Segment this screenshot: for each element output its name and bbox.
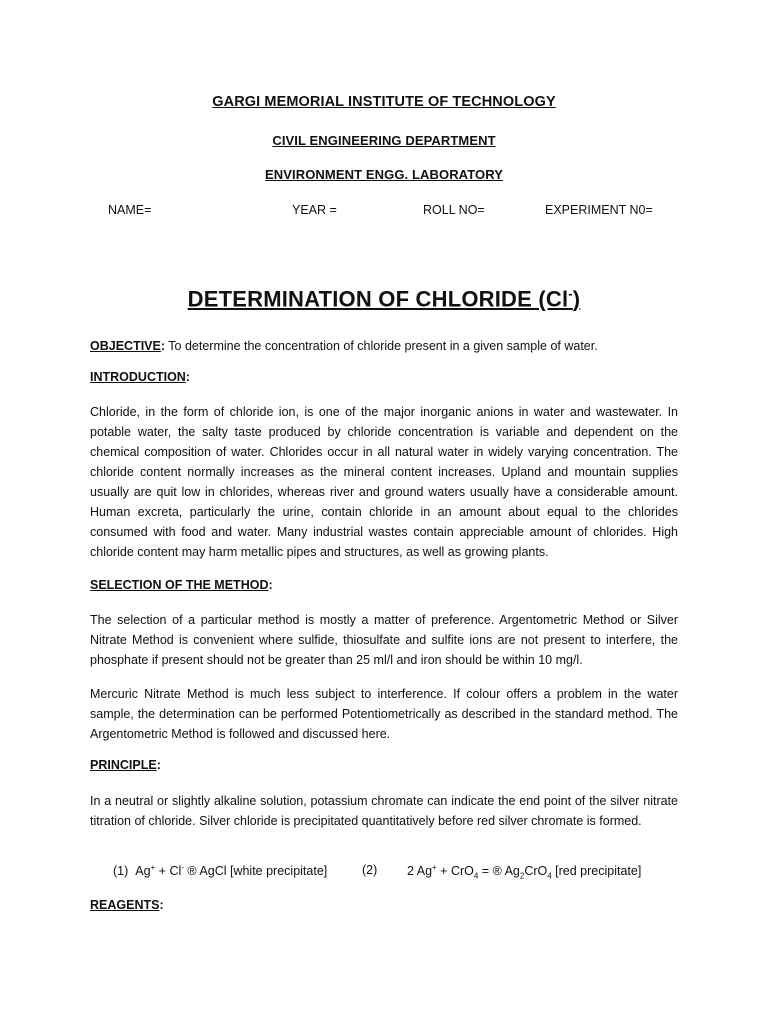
- equation-2-sup-a: +: [432, 863, 437, 872]
- document-title: [0, 286, 768, 312]
- selection-heading: [90, 578, 273, 592]
- equation-2-part-e: [red precipitate]: [551, 864, 642, 879]
- equation-2: [407, 863, 641, 881]
- reagents-label: REAGENTS: [90, 898, 160, 912]
- introduction-colon: :: [185, 370, 190, 384]
- equation-1-sup-b: -: [181, 863, 184, 872]
- title-close: ): [572, 286, 581, 312]
- title-superscript: -: [568, 286, 573, 301]
- equation-2-part-a: 2 Ag: [407, 864, 433, 879]
- principle-heading: [90, 758, 161, 772]
- equation-2-part-b: + CrO: [436, 864, 474, 879]
- equation-2-sub-d: 4: [547, 871, 552, 881]
- equation-1-part-a: Ag: [135, 864, 151, 879]
- equation-1: [113, 863, 327, 878]
- objective-section: [90, 336, 678, 356]
- principle-label: PRINCIPLE: [90, 758, 157, 772]
- selection-paragraph-2: Mercuric Nitrate Method is much less subject to interference. If colour offers a problem in the water sample, the determination can be performed Potentiometrically as described in the standard method. The Argentometric Method is followed and discussed here.: [90, 687, 678, 741]
- lab-name: ENVIRONMENT ENGG. LABORATORY: [264, 167, 503, 182]
- equation-2-part-c: = ® Ag: [478, 864, 520, 879]
- department-name: CIVIL ENGINEERING DEPARTMENT: [272, 133, 496, 148]
- equation-2-number: (2): [362, 863, 378, 877]
- selection-paragraph-1: The selection of a particular method is mostly a matter of preference. Argentometric Method or Silver Nitrate Method is convenient where sulfide, thiosulfate and sulfite ions are not present to interfere, the phosphate if present should not be greater than 25 ml/l and iron should be within 10 mg/l.: [90, 613, 678, 667]
- principle-paragraph: In a neutral or slightly alkaline solution, potassium chromate can indicate the end point of the silver nitrate titration of chloride. Silver chloride is precipitated quantitatively before red silver chromate is formed.: [90, 794, 678, 828]
- objective-heading: OBJECTIVE: [90, 339, 161, 353]
- reagents-colon: :: [159, 898, 164, 912]
- experiment-no-field: EXPERIMENT N0=: [545, 203, 653, 217]
- year-field: YEAR =: [292, 203, 337, 217]
- roll-no-field: ROLL NO=: [423, 203, 485, 217]
- equation-2-sub-c: 2: [519, 871, 525, 881]
- equation-1-part-c: ® AgCl [white precipitate]: [183, 864, 328, 879]
- institute-name: GARGI MEMORIAL INSTITUTE OF TECHNOLOGY: [212, 94, 556, 110]
- equation-2-sub-b: 4: [473, 871, 479, 881]
- equation-2-part-d: CrO: [524, 864, 548, 879]
- selection-colon: :: [268, 578, 273, 592]
- objective-colon: :: [160, 339, 166, 353]
- reagents-heading: [90, 898, 164, 912]
- objective-text: To determine the concentration of chloride present in a given sample of water.: [165, 339, 598, 353]
- equation-1-number: (1): [113, 864, 129, 879]
- equation-1-part-b: + Cl: [155, 864, 182, 879]
- title-text: DETERMINATION OF CHLORIDE (Cl: [187, 286, 569, 312]
- introduction-paragraph: Chloride, in the form of chloride ion, is one of the major inorganic anions in water and wastewater. In potable water, the salty taste produced by chloride concentration is variable and dependent on the chemical composition of water. Chlorides occur in all natural water in widely varying concentration. The chloride content normally increases as the mineral content increases. Upland and mountain supplies usually are quit low in chlorides, whereas river and ground waters usually have a considerable amount. Human excreta, particularly the urine, contain chloride in an amount about equal to the chlorides consumed with food and water. Many industrial wastes contain appreciable amount of chlorides. High chloride content may harm metallic pipes and structures, as well as growing plants.: [90, 405, 678, 559]
- introduction-heading: [90, 370, 190, 384]
- selection-label: SELECTION OF THE METHOD: [90, 578, 269, 592]
- name-field: NAME=: [108, 203, 152, 217]
- principle-colon: :: [156, 758, 161, 772]
- equation-1-sup-a: +: [150, 863, 156, 872]
- introduction-label: INTRODUCTION: [90, 370, 186, 384]
